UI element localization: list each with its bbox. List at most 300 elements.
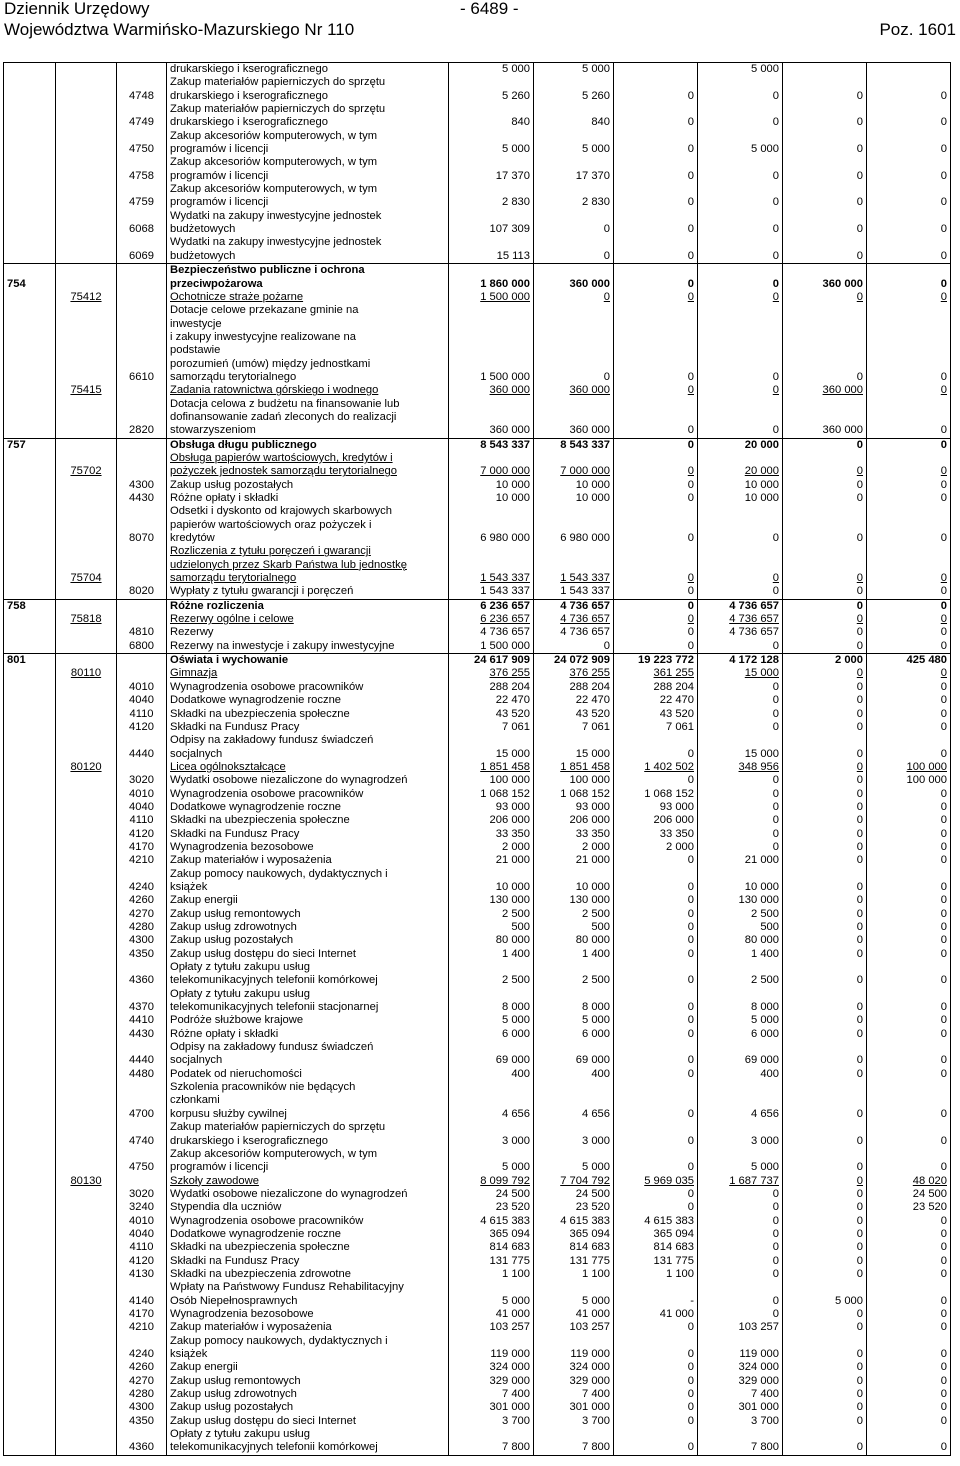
amount-col-2: 4 656 [534, 1081, 614, 1121]
rozdzial-code [56, 1081, 117, 1121]
paragraf-code: 4040 [117, 694, 167, 707]
item-name-line: Wpłaty na Państwowy Fundusz Rehabilitacyjny [170, 1281, 404, 1294]
dzial-code [4, 1428, 56, 1455]
dzial-code [4, 868, 56, 895]
amount-col-3: 0 [614, 934, 698, 947]
amount-col-6: 0 [867, 734, 951, 761]
amount-col-1: 6 000 [449, 1028, 534, 1041]
amount-col-6: 0 [867, 1041, 951, 1068]
dzial-code [4, 667, 56, 680]
amount-col-6: 0 [867, 667, 951, 680]
item-name-line: Zakup usług pozostałych [170, 478, 294, 491]
amount-col-3: 0 [614, 210, 698, 237]
amount-col-2: 2 000 [534, 841, 614, 854]
item-name-line: Wynagrodzenia bezosobowe [170, 840, 314, 853]
item-row [4, 1215, 951, 1228]
amount-col-4: 324 000 [698, 1361, 783, 1374]
item-row [4, 1428, 951, 1455]
item-row [4, 103, 951, 130]
amount-col-5: 0 [783, 505, 867, 545]
amount-col-2: 3 700 [534, 1415, 614, 1428]
rozdzial-code [56, 854, 117, 867]
amount-col-6: 0 [867, 1014, 951, 1027]
item-name-line: Wynagrodzenia osobowe pracowników [170, 680, 364, 693]
amount-col-1: 301 000 [449, 1401, 534, 1414]
amount-col-5: 0 [783, 841, 867, 854]
amount-col-1: 10 000 [449, 868, 534, 895]
amount-col-5: 0 [783, 1175, 867, 1188]
amount-col-4: 0 [698, 1228, 783, 1241]
item-name-line: Zakup akcesoriów komputerowych, w tym [170, 183, 378, 196]
amount-col-2: 7 400 [534, 1388, 614, 1401]
amount-col-4: 1 687 737 [698, 1175, 783, 1188]
item-name [167, 1401, 449, 1414]
amount-col-2: 1 543 337 [534, 585, 614, 599]
amount-col-2: 5 000 [534, 63, 614, 77]
rozdzial-code [56, 934, 117, 947]
amount-col-6: 0 [867, 1401, 951, 1414]
item-name-line: przeciwpożarowa [170, 277, 263, 290]
amount-col-5: 2 000 [783, 654, 867, 668]
item-name-line: inwestycje [170, 317, 222, 330]
dzial-code [4, 1401, 56, 1414]
amount-col-1: 814 683 [449, 1241, 534, 1254]
rozdzial-code [56, 183, 117, 210]
amount-col-5: 0 [783, 291, 867, 304]
item-name [167, 721, 449, 734]
amount-col-6: 0 [867, 1375, 951, 1388]
dzial-code [4, 103, 56, 130]
item-name [167, 640, 449, 654]
amount-col-4: 0 [698, 694, 783, 707]
amount-col-1: 1 100 [449, 1268, 534, 1281]
paragraf-code: 4749 [117, 103, 167, 130]
amount-col-5: 0 [783, 1228, 867, 1241]
amount-col-3: 288 204 [614, 681, 698, 694]
amount-col-4: 3 700 [698, 1415, 783, 1428]
amount-col-2: 6 980 000 [534, 505, 614, 545]
amount-col-2: 4 736 657 [534, 599, 614, 613]
amount-col-5: 0 [783, 103, 867, 130]
paragraf-code: 4270 [117, 1375, 167, 1388]
paragraf-code: 4700 [117, 1081, 167, 1121]
item-name-line: Składki na Fundusz Pracy [170, 720, 300, 733]
paragraf-code [117, 384, 167, 397]
dzial-code [4, 479, 56, 492]
amount-col-1: 22 470 [449, 694, 534, 707]
amount-col-1: 24 617 909 [449, 654, 534, 668]
item-name-line: Podatek od nieruchomości [170, 1067, 302, 1080]
amount-col-5 [783, 63, 867, 77]
item-name [167, 1121, 449, 1148]
item-row [4, 1375, 951, 1388]
item-row [4, 1228, 951, 1241]
item-row [4, 841, 951, 854]
rozdzial-code [56, 774, 117, 787]
dzial-code [4, 761, 56, 774]
paragraf-code: 2820 [117, 398, 167, 439]
item-row [4, 1388, 951, 1401]
amount-col-1: 7 061 [449, 721, 534, 734]
amount-col-4: 0 [698, 774, 783, 787]
amount-col-3: 0 [614, 1388, 698, 1401]
paragraf-code [117, 667, 167, 680]
amount-col-5: 0 [783, 894, 867, 907]
amount-col-3: 0 [614, 1014, 698, 1027]
amount-col-5: 0 [783, 801, 867, 814]
item-name [167, 948, 449, 961]
dzial-code [4, 708, 56, 721]
item-name-line: telekomunikacyjnych telefonii stacjonarnej [170, 1001, 379, 1014]
item-name-line: Zakup usług dostępu do sieci Internet [170, 947, 356, 960]
item-row [4, 479, 951, 492]
amount-col-4: 2 500 [698, 961, 783, 988]
amount-col-1: 2 000 [449, 841, 534, 854]
item-name-line: Dodatkowe wynagrodzenie roczne [170, 800, 342, 813]
amount-col-5: 0 [783, 948, 867, 961]
amount-col-2: 15 000 [534, 734, 614, 761]
amount-col-1: 4 736 657 [449, 626, 534, 639]
amount-col-1: 10 000 [449, 479, 534, 492]
item-row [4, 788, 951, 801]
dzial-code [4, 774, 56, 787]
dzial-code [4, 398, 56, 439]
item-name-line: Szkolenia pracowników nie będących [170, 1081, 356, 1094]
item-name-line: Ochotnicze straże pożarne [170, 290, 304, 303]
paragraf-code: 4280 [117, 921, 167, 934]
paragraf-code: 4410 [117, 1014, 167, 1027]
item-name [167, 1361, 449, 1374]
amount-col-1: 107 309 [449, 210, 534, 237]
amount-col-1: 3 000 [449, 1121, 534, 1148]
item-name-line: Dodatkowe wynagrodzenie roczne [170, 1227, 342, 1240]
amount-col-4: 0 [698, 1281, 783, 1308]
amount-col-3: 0 [614, 291, 698, 304]
amount-col-4: 15 000 [698, 734, 783, 761]
subsection-row [4, 761, 951, 774]
item-name-line: programów i licencji [170, 169, 269, 182]
item-name-line: Składki na ubezpieczenia społeczne [170, 814, 350, 827]
amount-col-3: 361 255 [614, 667, 698, 680]
amount-col-2: 0 [534, 236, 614, 263]
item-name-line: Zakup akcesoriów komputerowych, w tym [170, 1147, 378, 1160]
amount-col-5: 0 [783, 694, 867, 707]
amount-col-3: 0 [614, 1415, 698, 1428]
item-name-line: samorządu terytorialnego [170, 370, 297, 383]
amount-col-4: 7 800 [698, 1428, 783, 1455]
item-name [167, 1068, 449, 1081]
rozdzial-code [56, 236, 117, 263]
rozdzial-code [56, 814, 117, 827]
amount-col-5: 0 [783, 1415, 867, 1428]
rozdzial-code: 75818 [56, 613, 117, 626]
rozdzial-code [56, 1201, 117, 1214]
item-row [4, 398, 951, 439]
item-name-line: programów i licencji [170, 143, 269, 156]
amount-col-2: 0 [534, 640, 614, 654]
dzial-code [4, 1068, 56, 1081]
subsection-row [4, 545, 951, 585]
amount-col-5: 0 [783, 1401, 867, 1414]
item-name [167, 1241, 449, 1254]
dzial-code [4, 1215, 56, 1228]
amount-col-1: 10 000 [449, 492, 534, 505]
item-name-line: Składki na ubezpieczenia zdrowotne [170, 1267, 351, 1280]
item-row [4, 1121, 951, 1148]
dzial-code [4, 640, 56, 654]
amount-col-3: 0 [614, 492, 698, 505]
item-name-line: Zakup akcesoriów komputerowych, w tym [170, 156, 378, 169]
amount-col-5: 0 [783, 921, 867, 934]
amount-col-2: 288 204 [534, 681, 614, 694]
item-name [167, 76, 449, 103]
amount-col-4: 130 000 [698, 894, 783, 907]
amount-col-5: 0 [783, 1428, 867, 1455]
dzial-code [4, 156, 56, 183]
paragraf-code: 4350 [117, 948, 167, 961]
amount-col-5: 0 [783, 545, 867, 585]
amount-col-1: 360 000 [449, 384, 534, 397]
dzial-code: 757 [4, 438, 56, 452]
dzial-code [4, 988, 56, 1015]
amount-col-3: 0 [614, 854, 698, 867]
rozdzial-code [56, 948, 117, 961]
amount-col-1: 7 800 [449, 1428, 534, 1455]
dzial-code [4, 1201, 56, 1214]
amount-col-3: 0 [614, 921, 698, 934]
amount-col-3: 0 [614, 156, 698, 183]
item-name-line: Różne rozliczenia [170, 599, 264, 612]
item-name [167, 868, 449, 895]
amount-col-6: 0 [867, 1308, 951, 1321]
paragraf-code: 4010 [117, 788, 167, 801]
amount-col-4: 0 [698, 1201, 783, 1214]
item-name-line: Zakup akcesoriów komputerowych, w tym [170, 129, 378, 142]
amount-col-4: 0 [698, 1308, 783, 1321]
item-name [167, 708, 449, 721]
item-name [167, 264, 449, 291]
item-name [167, 1175, 449, 1188]
amount-col-4: 0 [698, 788, 783, 801]
item-name-line: socjalnych [170, 747, 223, 760]
paragraf-code: 4810 [117, 626, 167, 639]
item-name-line: budżetowych [170, 223, 236, 236]
paragraf-code: 4040 [117, 1228, 167, 1241]
item-row [4, 854, 951, 867]
amount-col-3: 2 000 [614, 841, 698, 854]
item-row [4, 721, 951, 734]
amount-col-1: 400 [449, 1068, 534, 1081]
item-name-line: Obsługa papierów wartościowych, kredytów i [170, 451, 393, 464]
amount-col-5: 0 [783, 1215, 867, 1228]
amount-col-3: 0 [614, 398, 698, 439]
amount-col-6: 0 [867, 1028, 951, 1041]
amount-col-4: 4 656 [698, 1081, 783, 1121]
item-name-line: Rezerwy na inwestycje i zakupy inwestycyjne [170, 639, 395, 652]
item-name-line: stowarzyszeniom [170, 424, 256, 437]
dzial-code [4, 1175, 56, 1188]
amount-col-4: 0 [698, 1188, 783, 1201]
amount-col-4: 0 [698, 398, 783, 439]
amount-col-5: 0 [783, 788, 867, 801]
amount-col-6: 0 [867, 291, 951, 304]
paragraf-code: 4120 [117, 721, 167, 734]
paragraf-code: 4750 [117, 1148, 167, 1175]
amount-col-1: 23 520 [449, 1201, 534, 1214]
item-row [4, 130, 951, 157]
item-row [4, 1268, 951, 1281]
item-name [167, 63, 449, 77]
item-name [167, 479, 449, 492]
amount-col-5: 0 [783, 908, 867, 921]
amount-col-1: 1 851 458 [449, 761, 534, 774]
dzial-code [4, 1228, 56, 1241]
amount-col-5: 0 [783, 854, 867, 867]
item-row [4, 505, 951, 545]
paragraf-code [117, 613, 167, 626]
item-row [4, 814, 951, 827]
amount-col-3: 0 [614, 908, 698, 921]
dzial-code [4, 1188, 56, 1201]
amount-col-5: 0 [783, 304, 867, 384]
item-name [167, 438, 449, 452]
amount-col-6: 0 [867, 948, 951, 961]
rozdzial-code [56, 1188, 117, 1201]
item-name [167, 384, 449, 397]
section-row [4, 264, 951, 291]
amount-col-5: 0 [783, 1268, 867, 1281]
rozdzial-code [56, 1388, 117, 1401]
item-name-line: Odpisy na zakładowy fundusz świadczeń [170, 734, 374, 747]
amount-col-3: 0 [614, 948, 698, 961]
item-name [167, 545, 449, 585]
item-row [4, 1241, 951, 1254]
item-name [167, 1188, 449, 1201]
item-name [167, 1228, 449, 1241]
amount-col-1: 329 000 [449, 1375, 534, 1388]
amount-col-4: 6 000 [698, 1028, 783, 1041]
item-name [167, 1268, 449, 1281]
amount-col-2: 23 520 [534, 1201, 614, 1214]
item-row [4, 868, 951, 895]
subsection-row [4, 1175, 951, 1188]
amount-col-2: 41 000 [534, 1308, 614, 1321]
amount-col-4: 0 [698, 708, 783, 721]
amount-col-1: 21 000 [449, 854, 534, 867]
amount-col-2: 5 000 [534, 130, 614, 157]
amount-col-6: 0 [867, 452, 951, 479]
dzial-code [4, 1014, 56, 1027]
amount-col-6: 0 [867, 438, 951, 452]
amount-col-3: 43 520 [614, 708, 698, 721]
paragraf-code: 6610 [117, 304, 167, 384]
amount-col-4: 0 [698, 183, 783, 210]
item-row [4, 210, 951, 237]
amount-col-2: 365 094 [534, 1228, 614, 1241]
rozdzial-code: 80110 [56, 667, 117, 680]
amount-col-1: 4 656 [449, 1081, 534, 1121]
amount-col-5: 0 [783, 76, 867, 103]
item-row [4, 1028, 951, 1041]
item-name [167, 291, 449, 304]
amount-col-6: 0 [867, 613, 951, 626]
paragraf-code: 4260 [117, 1361, 167, 1374]
amount-col-6: 24 500 [867, 1188, 951, 1201]
amount-col-3: 0 [614, 1028, 698, 1041]
amount-col-5: 0 [783, 613, 867, 626]
paragraf-code: 4480 [117, 1068, 167, 1081]
item-name-line: książek [170, 1348, 208, 1360]
amount-col-2: 360 000 [534, 384, 614, 397]
amount-col-1: 6 980 000 [449, 505, 534, 545]
item-name-line: Składki na Fundusz Pracy [170, 1254, 300, 1267]
item-name [167, 734, 449, 761]
rozdzial-code [56, 1268, 117, 1281]
dzial-code [4, 734, 56, 761]
paragraf-code: 4140 [117, 1281, 167, 1308]
amount-col-3 [614, 63, 698, 77]
item-row [4, 1188, 951, 1201]
amount-col-6: 0 [867, 505, 951, 545]
dzial-code [4, 1028, 56, 1041]
dzial-code [4, 613, 56, 626]
dzial-code [4, 948, 56, 961]
amount-col-6: 0 [867, 1361, 951, 1374]
paragraf-code: 4240 [117, 1335, 167, 1362]
dzial-code [4, 961, 56, 988]
item-name-line: programów i licencji [170, 1161, 269, 1174]
item-row [4, 774, 951, 787]
dzial-code [4, 814, 56, 827]
paragraf-code [117, 264, 167, 291]
amount-col-2: 69 000 [534, 1041, 614, 1068]
amount-col-3: 0 [614, 774, 698, 787]
amount-col-4: 2 500 [698, 908, 783, 921]
amount-col-6: 0 [867, 304, 951, 384]
amount-col-6: 23 520 [867, 1201, 951, 1214]
item-row [4, 681, 951, 694]
amount-col-5: 0 [783, 1148, 867, 1175]
paragraf-code: 4260 [117, 894, 167, 907]
rozdzial-code [56, 156, 117, 183]
amount-col-3: 0 [614, 76, 698, 103]
amount-col-5: 0 [783, 210, 867, 237]
rozdzial-code [56, 438, 117, 452]
dzial-code [4, 1335, 56, 1362]
item-row [4, 183, 951, 210]
item-name-line: Opłaty z tytułu zakupu usług [170, 987, 310, 1000]
item-name-line: Zakup materiałów papierniczych do sprzętu [170, 76, 386, 89]
item-row [4, 492, 951, 505]
item-row [4, 894, 951, 907]
paragraf-code: 4010 [117, 1215, 167, 1228]
paragraf-code: 4360 [117, 961, 167, 988]
amount-col-6: 0 [867, 479, 951, 492]
dzial-code [4, 1041, 56, 1068]
amount-col-4: 0 [698, 828, 783, 841]
amount-col-3: 0 [614, 1375, 698, 1388]
item-name-line: dofinansowanie zadań zleconych do realizacji [170, 410, 397, 423]
paragraf-code: 4300 [117, 479, 167, 492]
paragraf-code: 4350 [117, 1415, 167, 1428]
amount-col-3: - [614, 1281, 698, 1308]
amount-col-4: 119 000 [698, 1335, 783, 1362]
item-name-line: papierów wartościowych oraz pożyczek i [170, 518, 372, 531]
dzial-code [4, 384, 56, 397]
amount-col-4: 5 000 [698, 130, 783, 157]
paragraf-code: 4360 [117, 1428, 167, 1455]
item-name-line: Odpisy na zakładowy fundusz świadczeń [170, 1041, 374, 1054]
